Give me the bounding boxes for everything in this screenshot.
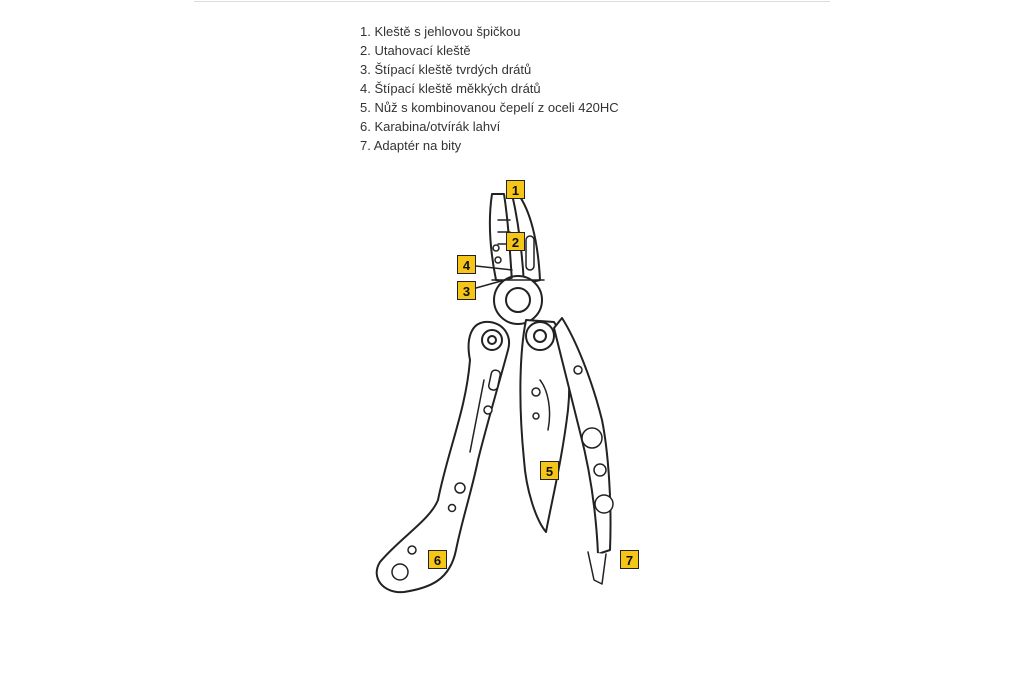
callout-2: 2 — [506, 232, 525, 251]
multitool-drawing — [340, 170, 660, 620]
feature-item-7: 7. Adaptér na bity — [360, 138, 462, 153]
top-divider — [194, 1, 830, 2]
callout-6: 6 — [428, 550, 447, 569]
callout-5: 5 — [540, 461, 559, 480]
feature-item-1: 1. Kleště s jehlovou špičkou — [360, 24, 521, 39]
feature-item-3: 3. Štípací kleště tvrdých drátů — [360, 62, 532, 77]
callout-1: 1 — [506, 180, 525, 199]
feature-list — [360, 22, 619, 155]
feature-item-6: 6. Karabina/otvírák lahví — [360, 119, 501, 134]
feature-item-2: 2. Utahovací kleště — [360, 43, 471, 58]
callout-7: 7 — [620, 550, 639, 569]
callout-3: 3 — [457, 281, 476, 300]
feature-item-5: 5. Nůž s kombinovanou čepelí z oceli 420HC — [360, 100, 619, 115]
feature-item-4: 4. Štípací kleště měkkých drátů — [360, 81, 541, 96]
multitool-diagram — [340, 170, 660, 620]
callout-4: 4 — [457, 255, 476, 274]
pivot-hub — [492, 276, 544, 324]
